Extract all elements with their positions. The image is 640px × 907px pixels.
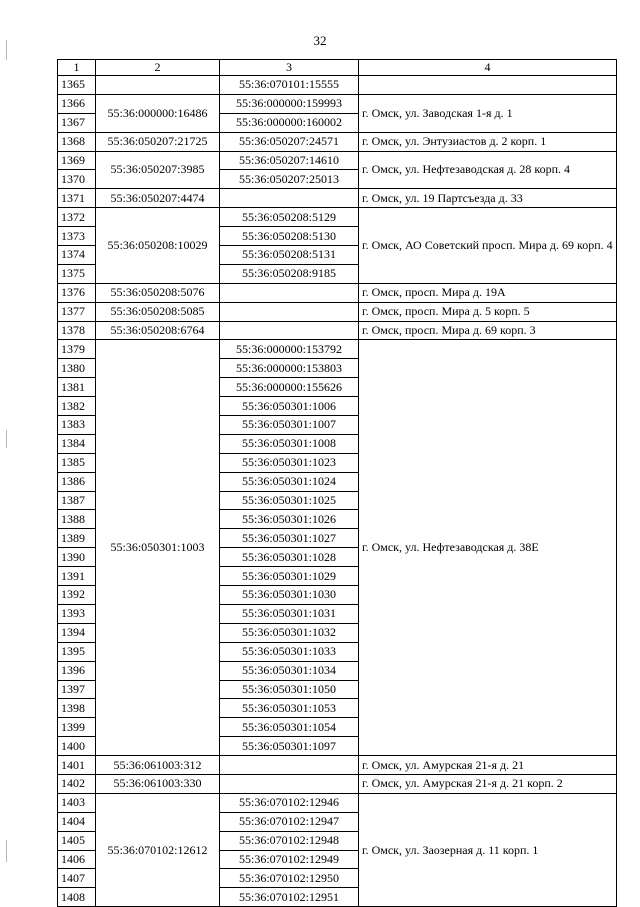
- row-number-cell: 1384: [58, 434, 96, 453]
- cadastral-number-cell: [220, 321, 359, 340]
- cadastral-number-cell: 55:36:070102:12946: [220, 793, 359, 812]
- address-cell: г. Омск, ул. 19 Партсъезда д. 33: [359, 189, 617, 208]
- table-row: [58, 756, 617, 775]
- address-cell: г. Омск, АО Советский просп. Мира д. 69 корп. 4: [359, 208, 617, 284]
- row-number-cell: 1376: [58, 283, 96, 302]
- address-cell: г. Омск, ул. Заозерная д. 11 корп. 1: [359, 793, 617, 906]
- cadastral-number-cell: 55:36:050208:5129: [220, 208, 359, 227]
- cadastral-number-cell: 55:36:070102:12950: [220, 869, 359, 888]
- parent-cadastral-cell: 55:36:050207:3985: [96, 151, 220, 189]
- row-number-cell: 1368: [58, 132, 96, 151]
- table-row: [58, 321, 617, 340]
- row-number-cell: 1394: [58, 623, 96, 642]
- cadastral-number-cell: 55:36:050208:9185: [220, 264, 359, 283]
- row-number-cell: 1377: [58, 302, 96, 321]
- address-cell: г. Омск, ул. Энтузиастов д. 2 корп. 1: [359, 132, 617, 151]
- cadastral-number-cell: 55:36:070102:12949: [220, 850, 359, 869]
- cadastral-number-cell: 55:36:050301:1023: [220, 453, 359, 472]
- address-cell: г. Омск, ул. Нефтезаводская д. 38Е: [359, 340, 617, 756]
- cadastral-number-cell: 55:36:050208:5130: [220, 227, 359, 246]
- row-number-cell: 1381: [58, 378, 96, 397]
- row-number-cell: 1393: [58, 604, 96, 623]
- row-number-cell: 1386: [58, 472, 96, 491]
- cadastral-number-cell: 55:36:070102:12948: [220, 831, 359, 850]
- page-number: 32: [313, 33, 327, 48]
- margin-mark: [6, 40, 7, 60]
- parent-cadastral-cell: 55:36:070102:12612: [96, 793, 220, 906]
- cadastral-number-cell: 55:36:050301:1006: [220, 397, 359, 416]
- row-number-cell: 1407: [58, 869, 96, 888]
- cadastral-number-cell: 55:36:050301:1026: [220, 510, 359, 529]
- cadastral-number-cell: 55:36:050207:14610: [220, 151, 359, 170]
- row-number-cell: 1406: [58, 850, 96, 869]
- cadastral-number-cell: 55:36:050301:1007: [220, 416, 359, 435]
- row-number-cell: 1408: [58, 888, 96, 907]
- register-table-body: [58, 60, 617, 907]
- row-number-cell: 1365: [58, 76, 96, 95]
- row-number-cell: 1392: [58, 586, 96, 605]
- parent-cadastral-cell: 55:36:061003:312: [96, 756, 220, 775]
- cadastral-number-cell: 55:36:050301:1028: [220, 548, 359, 567]
- row-number-cell: 1401: [58, 756, 96, 775]
- row-number-cell: 1374: [58, 246, 96, 265]
- row-number-cell: 1395: [58, 642, 96, 661]
- column-header-3: 3: [220, 60, 359, 76]
- address-cell: г. Омск, просп. Мира д. 5 корп. 5: [359, 302, 617, 321]
- cadastral-number-cell: [220, 302, 359, 321]
- row-number-cell: 1399: [58, 718, 96, 737]
- cadastral-number-cell: 55:36:000000:153792: [220, 340, 359, 359]
- header-row: [58, 60, 617, 76]
- row-number-cell: 1383: [58, 416, 96, 435]
- cadastral-number-cell: 55:36:050301:1031: [220, 604, 359, 623]
- table-row: [58, 132, 617, 151]
- row-number-cell: 1387: [58, 491, 96, 510]
- row-number-cell: 1400: [58, 737, 96, 756]
- cadastral-number-cell: 55:36:050301:1027: [220, 529, 359, 548]
- row-number-cell: 1389: [58, 529, 96, 548]
- address-cell: г. Омск, ул. Нефтезаводская д. 28 корп. 4: [359, 151, 617, 189]
- row-number-cell: 1402: [58, 774, 96, 793]
- cadastral-number-cell: 55:36:050301:1033: [220, 642, 359, 661]
- cadastral-number-cell: 55:36:050301:1034: [220, 661, 359, 680]
- column-header-2: 2: [96, 60, 220, 76]
- row-number-cell: 1367: [58, 113, 96, 132]
- cadastral-number-cell: 55:36:050301:1050: [220, 680, 359, 699]
- parent-cadastral-cell: [96, 76, 220, 95]
- register-table: [57, 59, 617, 907]
- table-row: [58, 283, 617, 302]
- column-header-4: 4: [359, 60, 617, 76]
- address-cell: г. Омск, ул. Амурская 21-я д. 21 корп. 2: [359, 774, 617, 793]
- row-number-cell: 1388: [58, 510, 96, 529]
- row-number-cell: 1373: [58, 227, 96, 246]
- row-number-cell: 1396: [58, 661, 96, 680]
- cadastral-number-cell: 55:36:070101:15555: [220, 76, 359, 95]
- address-cell: г. Омск, просп. Мира д. 19А: [359, 283, 617, 302]
- cadastral-number-cell: [220, 189, 359, 208]
- parent-cadastral-cell: 55:36:050207:4474: [96, 189, 220, 208]
- cadastral-number-cell: 55:36:050301:1029: [220, 567, 359, 586]
- row-number-cell: 1382: [58, 397, 96, 416]
- cadastral-number-cell: 55:36:000000:159993: [220, 94, 359, 113]
- table-row: [58, 76, 617, 95]
- parent-cadastral-cell: 55:36:050208:5085: [96, 302, 220, 321]
- row-number-cell: 1379: [58, 340, 96, 359]
- table-row: [58, 774, 617, 793]
- cadastral-number-cell: 55:36:050301:1008: [220, 434, 359, 453]
- cadastral-number-cell: 55:36:050207:24571: [220, 132, 359, 151]
- row-number-cell: 1403: [58, 793, 96, 812]
- parent-cadastral-cell: 55:36:050208:5076: [96, 283, 220, 302]
- address-cell: г. Омск, ул. Заводская 1-я д. 1: [359, 94, 617, 132]
- cadastral-number-cell: 55:36:050301:1054: [220, 718, 359, 737]
- parent-cadastral-cell: 55:36:050301:1003: [96, 340, 220, 756]
- table-row: [58, 94, 617, 113]
- parent-cadastral-cell: 55:36:050208:6764: [96, 321, 220, 340]
- margin-mark: [6, 430, 7, 448]
- parent-cadastral-cell: 55:36:061003:330: [96, 774, 220, 793]
- table-row: [58, 151, 617, 170]
- cadastral-number-cell: 55:36:050207:25013: [220, 170, 359, 189]
- column-header-1: 1: [58, 60, 96, 76]
- cadastral-number-cell: 55:36:000000:153803: [220, 359, 359, 378]
- cadastral-number-cell: 55:36:050301:1024: [220, 472, 359, 491]
- row-number-cell: 1397: [58, 680, 96, 699]
- address-cell: г. Омск, ул. Амурская 21-я д. 21: [359, 756, 617, 775]
- parent-cadastral-cell: 55:36:050207:21725: [96, 132, 220, 151]
- row-number-cell: 1378: [58, 321, 96, 340]
- parent-cadastral-cell: 55:36:050208:10029: [96, 208, 220, 284]
- cadastral-number-cell: 55:36:000000:155626: [220, 378, 359, 397]
- row-number-cell: 1370: [58, 170, 96, 189]
- parent-cadastral-cell: 55:36:000000:16486: [96, 94, 220, 132]
- cadastral-number-cell: 55:36:050208:5131: [220, 246, 359, 265]
- row-number-cell: 1375: [58, 264, 96, 283]
- table-row: [58, 208, 617, 227]
- row-number-cell: 1380: [58, 359, 96, 378]
- row-number-cell: 1385: [58, 453, 96, 472]
- table-row: [58, 302, 617, 321]
- margin-mark: [6, 840, 7, 862]
- cadastral-number-cell: 55:36:050301:1025: [220, 491, 359, 510]
- cadastral-number-cell: 55:36:070102:12951: [220, 888, 359, 907]
- row-number-cell: 1369: [58, 151, 96, 170]
- cadastral-number-cell: 55:36:050301:1053: [220, 699, 359, 718]
- address-cell: [359, 76, 617, 95]
- row-number-cell: 1372: [58, 208, 96, 227]
- cadastral-number-cell: 55:36:050301:1030: [220, 586, 359, 605]
- row-number-cell: 1366: [58, 94, 96, 113]
- cadastral-number-cell: 55:36:070102:12947: [220, 812, 359, 831]
- row-number-cell: 1371: [58, 189, 96, 208]
- cadastral-number-cell: 55:36:050301:1032: [220, 623, 359, 642]
- table-row: [58, 340, 617, 359]
- cadastral-number-cell: [220, 774, 359, 793]
- cadastral-number-cell: [220, 756, 359, 775]
- cadastral-number-cell: 55:36:050301:1097: [220, 737, 359, 756]
- cadastral-number-cell: 55:36:000000:160002: [220, 113, 359, 132]
- address-cell: г. Омск, просп. Мира д. 69 корп. 3: [359, 321, 617, 340]
- row-number-cell: 1404: [58, 812, 96, 831]
- table-row: [58, 793, 617, 812]
- row-number-cell: 1391: [58, 567, 96, 586]
- row-number-cell: 1390: [58, 548, 96, 567]
- cadastral-number-cell: [220, 283, 359, 302]
- table-row: [58, 189, 617, 208]
- row-number-cell: 1398: [58, 699, 96, 718]
- row-number-cell: 1405: [58, 831, 96, 850]
